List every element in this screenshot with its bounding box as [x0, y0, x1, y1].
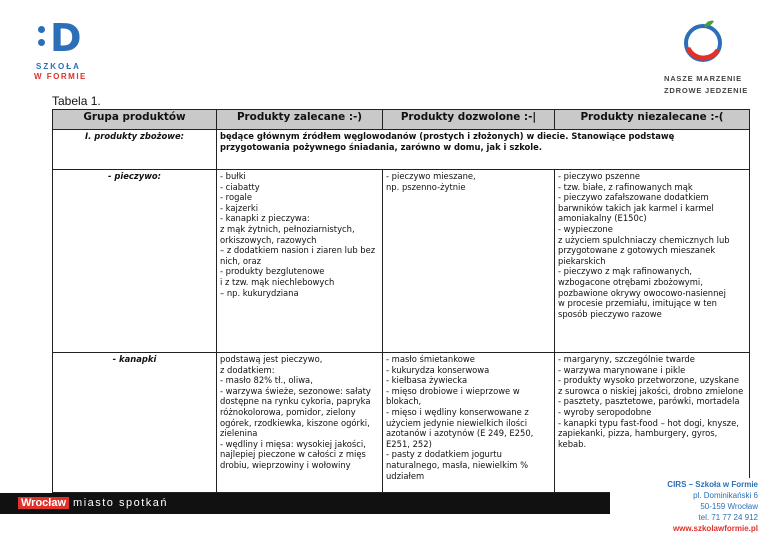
bread-not-recommended: - pieczywo pszenne - tzw. białe, z rafinowanych mąk - pieczywo zafałszowane dodatkiem barwników takich jak karmel i karmel amoniakalny (E150c) - wypieczone z użyciem spulchniaczy chemicznych lub przygotowane z gotowych mieszanek piekarskich - pieczywo z mąk rafinowanych, wzbogacone otrębami zbożowymi, pozbawione okrywy owocowo-nasiennej w procesie przemiału, imitujące w ten sposób pieczywo razowe: [555, 170, 750, 353]
logo-line2: W FORMIE: [34, 72, 87, 81]
apple-logo-icon: [680, 18, 726, 64]
bread-allowed: - pieczywo mieszane, np. pszenno-żytnie: [383, 170, 555, 353]
header-recommended: Produkty zalecane :-): [217, 110, 383, 130]
contact-website-link[interactable]: www.szkolawformie.pl: [672, 524, 758, 533]
header-group: Grupa produktów: [53, 110, 217, 130]
wroclaw-label: Wrocław: [18, 497, 69, 509]
logo-d-letter: D: [50, 16, 82, 60]
logo-motto-line1: NASZE MARZENIE: [664, 74, 742, 83]
cereals-description: będące głównym źródłem węglowodanów (prostych i złożonych) w diecie. Stanowiące podstawę przygotowania pożywnego śniadania, zarówno w domu, jak i szkole.: [217, 130, 750, 170]
products-table: [52, 109, 750, 493]
contact-org: CIRS – Szkoła w Formie: [667, 480, 758, 489]
nasze-marzenie-logo: [658, 8, 758, 98]
row-label-cereals: I. produkty zbożowe:: [53, 130, 217, 170]
szkola-w-formie-logo: [20, 16, 110, 81]
sandwiches-not-recommended: - margaryny, szczególnie twarde - warzywa marynowane i pikle - produkty wysoko przetworzone, uzyskane z surowca o niskiej jakości, drobno zmielone - pasztety, pasztetowe, parówki, mortadela - wyroby seropodobne - kanapki typu fast-food – hot dogi, knysze, zapiekanki, pizza, hamburgery, gyros, kebab.: [555, 353, 750, 493]
header-not-recommended: Produkty niezalecane :-(: [555, 110, 750, 130]
logo-motto-line2: ZDROWE JEDZENIE: [664, 86, 749, 95]
wroclaw-slogan: miasto spotkań: [73, 497, 169, 509]
contact-phone: tel. 71 77 24 912: [698, 513, 758, 522]
sandwiches-allowed: - masło śmietankowe - kukurydza konserwowa - kiełbasa żywiecka - mięso drobiowe i wieprzowe w blokach, - mięso i wędliny konserwowane z użyciem jedynie niewielkich ilości azotanów i azotynów (E 249, E250, E251, 252) - pasty z dodatkiem jogurtu naturalnego, masła, niewielkim % udziałem: [383, 353, 555, 493]
table-row: [53, 130, 750, 170]
table-header-row: [53, 110, 750, 130]
table-row: [53, 170, 750, 353]
row-label-bread: - pieczywo:: [53, 170, 217, 353]
sandwiches-recommended: podstawą jest pieczywo, z dodatkiem: - masło 82% tł., oliwa, - warzywa świeże, sezonowe: sałaty dostępne na rynku cykoria, papryka różnokolorowa, pomidor, zielony ogórek, rzodkiewka, kiszone ogórki, zielenina - wędliny i mięsa: wysokiej jakości, najlepiej pieczone w całości z mięs drobiu, wieprzowiny i wołowiny: [217, 353, 383, 493]
table-caption: Tabela 1.: [52, 94, 101, 108]
contact-block: [667, 479, 758, 534]
contact-city: 50-159 Wrocław: [700, 502, 758, 511]
table-row: [53, 353, 750, 493]
contact-street: pl. Dominikański 6: [693, 491, 758, 500]
logo-line1: SZKOŁA: [36, 62, 81, 71]
header-allowed: Produkty dozwolone :-|: [383, 110, 555, 130]
logo-dots-icon: [38, 26, 46, 50]
bread-recommended: - bułki - ciabatty - rogale - kajzerki - kanapki z pieczywa: z mąk żytnich, pełnoziarnistych, orkiszowych, razowych – z dodatkiem nasion i ziaren lub bez nich, oraz - produkty bezglutenowe i z tzw. mąk niechlebowych – np. kukurydziana: [217, 170, 383, 353]
row-label-sandwiches: - kanapki: [53, 353, 217, 493]
wroclaw-logo: [18, 494, 168, 513]
